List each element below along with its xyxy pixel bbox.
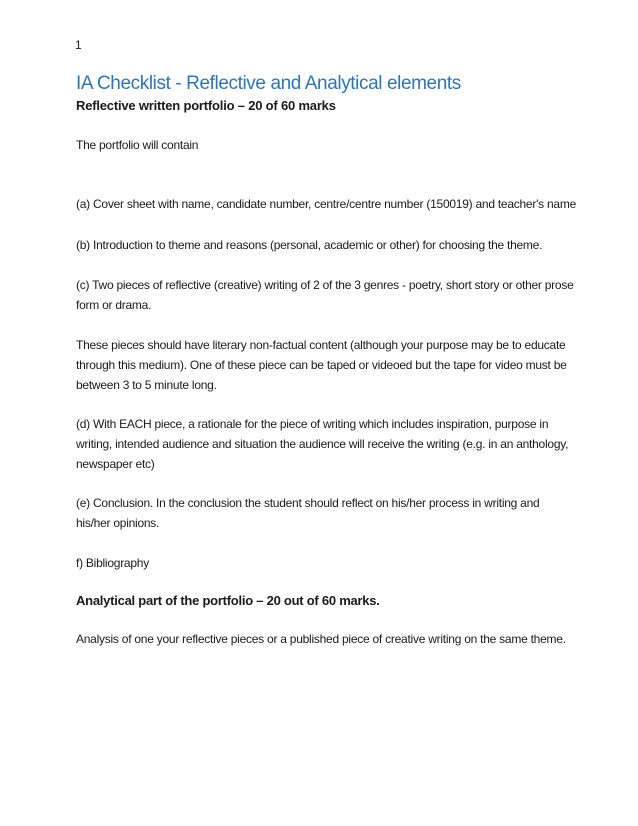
item-f: f) Bibliography [76, 556, 149, 570]
item-a: (a) Cover sheet with name, candidate number, centre/centre number (150019) and teacher's name [76, 197, 576, 211]
intro-text: The portfolio will contain [76, 138, 199, 152]
item-c: (c) Two pieces of reflective (creative) writing of 2 of the 3 genres - poetry, short story or other prose form or drama. [76, 278, 574, 312]
document-body [76, 72, 576, 649]
document-title: IA Checklist - Reflective and Analytical elements [76, 73, 461, 94]
item-c-note: These pieces should have literary non-factual content (although your purpose may be to educate through this medium). One of these piece can be taped or videoed but the tape for video must be between 3 to 5 minute long. [76, 338, 567, 392]
item-d: (d) With EACH piece, a rationale for the piece of writing which includes inspiration, purpose in writing, intended audience and situation the audience will receive the writing (e.g. in an anthology, newspaper etc) [76, 417, 569, 471]
item-e: (e) Conclusion. In the conclusion the student should reflect on his/her process in writing and his/her opinions. [76, 496, 540, 530]
page-number: 1 [75, 38, 82, 52]
analytical-heading: Analytical part of the portfolio – 20 out of 60 marks. [76, 593, 380, 608]
analytical-text: Analysis of one your reflective pieces or a published piece of creative writing on the same theme. [76, 632, 566, 646]
item-b: (b) Introduction to theme and reasons (personal, academic or other) for choosing the theme. [76, 238, 543, 252]
section-subtitle-reflective: Reflective written portfolio – 20 of 60 marks [76, 98, 336, 113]
